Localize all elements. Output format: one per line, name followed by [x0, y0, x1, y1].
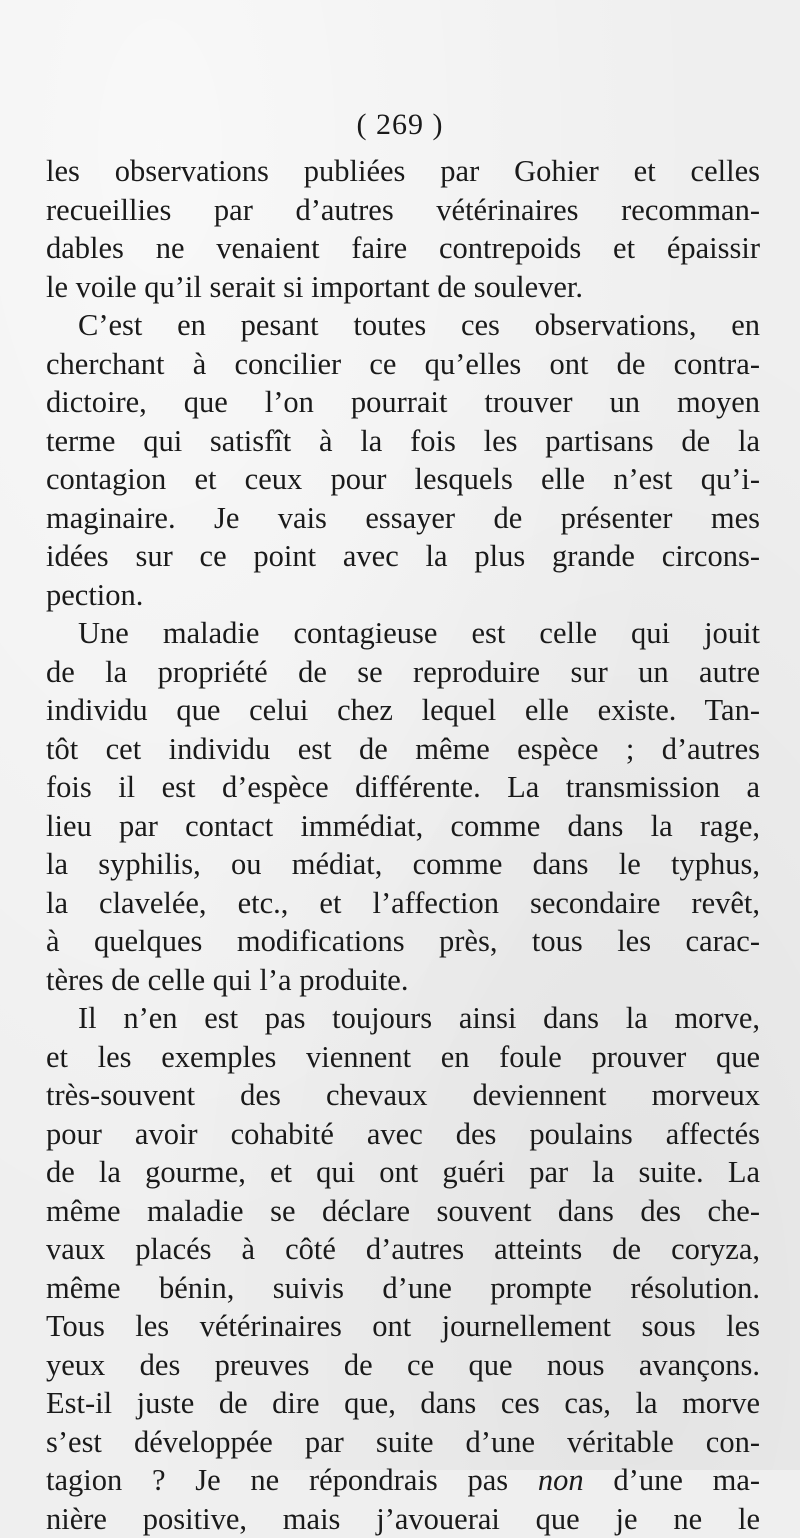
text-line: la syphilis, ou médiat, comme dans le typhus,	[46, 845, 760, 884]
text-line: individu que celui chez lequel elle existe. Tan-	[46, 691, 760, 730]
text-line: les observations publiées par Gohier et celles	[46, 152, 760, 191]
text-segment: tagion ? Je ne répondrais pas	[46, 1463, 508, 1497]
text-line: s’est développée par suite d’une véritable con-	[46, 1423, 760, 1462]
text-line: nière positive, mais j’avouerai que je ne le	[46, 1500, 760, 1538]
text-line: cherchant à concilier ce qu’elles ont de contra-	[46, 345, 760, 384]
text-line: maginaire. Je vais essayer de présenter mes	[46, 499, 760, 538]
text-line: recueillies par d’autres vétérinaires recomman-	[46, 191, 760, 230]
text-line: terme qui satisfît à la fois les partisans de la	[46, 422, 760, 461]
text-line: pour avoir cohabité avec des poulains affectés	[46, 1115, 760, 1154]
text-line: C’est en pesant toutes ces observations, en	[46, 306, 760, 345]
text-line: Il n’en est pas toujours ainsi dans la morve,	[46, 999, 760, 1038]
body-text	[46, 152, 760, 1538]
text-line: dables ne venaient faire contrepoids et épaissir	[46, 229, 760, 268]
text-line: même bénin, suivis d’une prompte résolution.	[46, 1269, 760, 1308]
text-line: vaux placés à côté d’autres atteints de coryza,	[46, 1230, 760, 1269]
text-segment: d’une ma-	[613, 1463, 760, 1497]
text-line: tères de celle qui l’a produite.	[46, 961, 760, 1000]
text-line	[46, 1461, 760, 1500]
text-line: pection.	[46, 576, 760, 615]
text-line: fois il est d’espèce différente. La transmission a	[46, 768, 760, 807]
text-line: Une maladie contagieuse est celle qui jouit	[46, 614, 760, 653]
text-line: contagion et ceux pour lesquels elle n’est qu’i-	[46, 460, 760, 499]
text-line: yeux des preuves de ce que nous avançons.	[46, 1346, 760, 1385]
text-line: très-souvent des chevaux deviennent morveux	[46, 1076, 760, 1115]
text-line: Tous les vétérinaires ont journellement sous les	[46, 1307, 760, 1346]
text-line: tôt cet individu est de même espèce ; d’autres	[46, 730, 760, 769]
text-line: Est-il juste de dire que, dans ces cas, la morve	[46, 1384, 760, 1423]
text-line: dictoire, que l’on pourrait trouver un moyen	[46, 383, 760, 422]
text-line: de la propriété de se reproduire sur un autre	[46, 653, 760, 692]
text-line: même maladie se déclare souvent dans des che-	[46, 1192, 760, 1231]
italic-word: non	[538, 1463, 584, 1497]
text-line: de la gourme, et qui ont guéri par la suite. La	[46, 1153, 760, 1192]
text-line: idées sur ce point avec la plus grande circons-	[46, 537, 760, 576]
text-line: et les exemples viennent en foule prouver que	[46, 1038, 760, 1077]
page-number: ( 269 )	[0, 108, 800, 142]
text-line: la clavelée, etc., et l’affection secondaire revêt,	[46, 884, 760, 923]
text-line: lieu par contact immédiat, comme dans la rage,	[46, 807, 760, 846]
text-line: le voile qu’il serait si important de soulever.	[46, 268, 760, 307]
text-line: à quelques modifications près, tous les carac-	[46, 922, 760, 961]
